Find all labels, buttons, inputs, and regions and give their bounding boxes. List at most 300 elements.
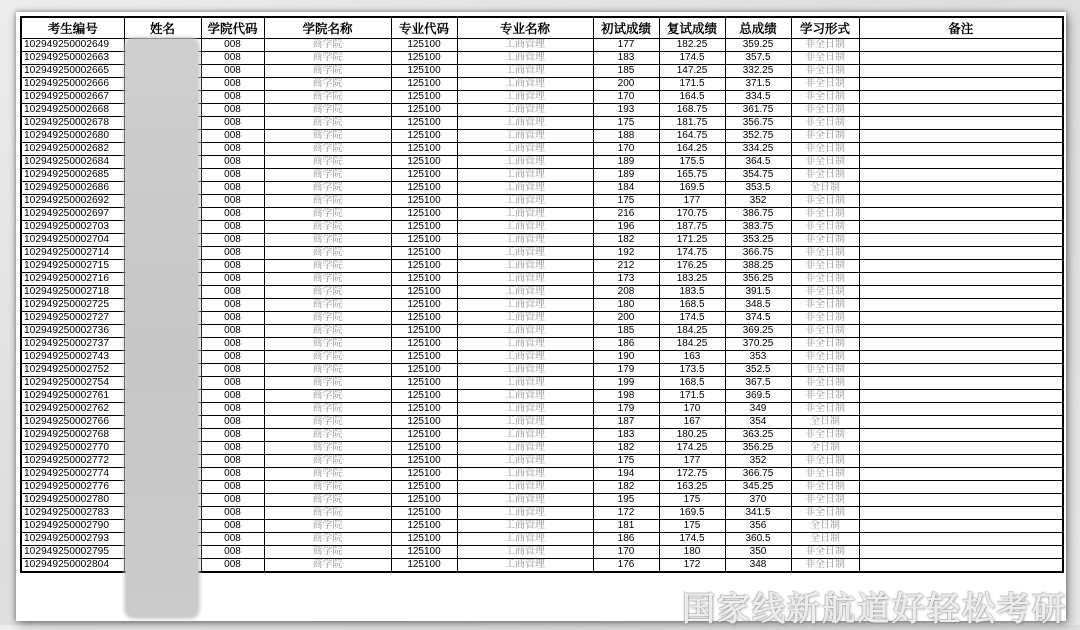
candidate-id: 102949250002783	[21, 507, 124, 520]
retest-score: 183.25	[659, 273, 725, 286]
total-score: 363.25	[725, 429, 791, 442]
remark	[859, 312, 1063, 325]
retest-score: 174.5	[659, 312, 725, 325]
major-name: 工商管理	[457, 559, 593, 573]
candidate-id: 102949250002727	[21, 312, 124, 325]
candidate-id: 102949250002766	[21, 416, 124, 429]
retest-score: 164.25	[659, 143, 725, 156]
major-code: 125100	[391, 299, 457, 312]
retest-score: 174.25	[659, 442, 725, 455]
major-name: 工商管理	[457, 533, 593, 546]
initial-score: 208	[593, 286, 659, 299]
retest-score: 171.5	[659, 78, 725, 91]
retest-score: 174.75	[659, 247, 725, 260]
candidate-id: 102949250002684	[21, 156, 124, 169]
college-code: 008	[201, 52, 264, 65]
initial-score: 199	[593, 377, 659, 390]
remark	[859, 481, 1063, 494]
retest-score: 171.25	[659, 234, 725, 247]
remark	[859, 299, 1063, 312]
remark	[859, 338, 1063, 351]
initial-score: 186	[593, 533, 659, 546]
remark	[859, 234, 1063, 247]
initial-score: 200	[593, 312, 659, 325]
remark	[859, 403, 1063, 416]
candidate-id: 102949250002686	[21, 182, 124, 195]
total-score: 357.5	[725, 52, 791, 65]
study-mode: 非全日制	[791, 221, 859, 234]
retest-score: 175	[659, 494, 725, 507]
major-name: 工商管理	[457, 247, 593, 260]
candidate-id: 102949250002774	[21, 468, 124, 481]
college-name: 商学院	[264, 546, 391, 559]
study-mode: 非全日制	[791, 338, 859, 351]
total-score: 374.5	[725, 312, 791, 325]
column-header-7: 初试成绩	[593, 17, 659, 39]
initial-score: 179	[593, 364, 659, 377]
college-code: 008	[201, 286, 264, 299]
major-code: 125100	[391, 156, 457, 169]
college-code: 008	[201, 403, 264, 416]
total-score: 366.75	[725, 468, 791, 481]
study-mode: 非全日制	[791, 299, 859, 312]
major-name: 工商管理	[457, 481, 593, 494]
candidate-id: 102949250002762	[21, 403, 124, 416]
college-code: 008	[201, 130, 264, 143]
study-mode: 非全日制	[791, 39, 859, 52]
retest-score: 177	[659, 195, 725, 208]
candidate-id: 102949250002715	[21, 260, 124, 273]
initial-score: 192	[593, 247, 659, 260]
major-code: 125100	[391, 403, 457, 416]
remark	[859, 169, 1063, 182]
major-code: 125100	[391, 364, 457, 377]
remark	[859, 65, 1063, 78]
initial-score: 177	[593, 39, 659, 52]
initial-score: 186	[593, 338, 659, 351]
major-code: 125100	[391, 559, 457, 573]
initial-score: 212	[593, 260, 659, 273]
study-mode: 全日制	[791, 533, 859, 546]
study-mode: 非全日制	[791, 117, 859, 130]
initial-score: 185	[593, 325, 659, 338]
college-code: 008	[201, 260, 264, 273]
column-header-9: 总成绩	[725, 17, 791, 39]
candidate-id: 102949250002665	[21, 65, 124, 78]
total-score: 354.75	[725, 169, 791, 182]
candidate-id: 102949250002772	[21, 455, 124, 468]
total-score: 345.25	[725, 481, 791, 494]
total-score: 354	[725, 416, 791, 429]
total-score: 353	[725, 351, 791, 364]
column-header-10: 学习形式	[791, 17, 859, 39]
major-code: 125100	[391, 273, 457, 286]
remark	[859, 468, 1063, 481]
total-score: 352.5	[725, 364, 791, 377]
header-row	[21, 17, 1063, 39]
college-name: 商学院	[264, 234, 391, 247]
major-name: 工商管理	[457, 338, 593, 351]
college-code: 008	[201, 169, 264, 182]
total-score: 332.25	[725, 65, 791, 78]
column-header-11: 备注	[859, 17, 1063, 39]
college-name: 商学院	[264, 39, 391, 52]
college-code: 008	[201, 156, 264, 169]
college-code: 008	[201, 91, 264, 104]
major-name: 工商管理	[457, 364, 593, 377]
major-name: 工商管理	[457, 299, 593, 312]
remark	[859, 286, 1063, 299]
major-code: 125100	[391, 143, 457, 156]
major-name: 工商管理	[457, 429, 593, 442]
initial-score: 188	[593, 130, 659, 143]
study-mode: 非全日制	[791, 104, 859, 117]
retest-score: 168.5	[659, 299, 725, 312]
total-score: 369.25	[725, 325, 791, 338]
remark	[859, 130, 1063, 143]
candidate-id: 102949250002718	[21, 286, 124, 299]
retest-score: 187.75	[659, 221, 725, 234]
total-score: 360.5	[725, 533, 791, 546]
remark	[859, 52, 1063, 65]
candidate-id: 102949250002770	[21, 442, 124, 455]
college-code: 008	[201, 78, 264, 91]
retest-score: 175	[659, 520, 725, 533]
remark	[859, 221, 1063, 234]
remark	[859, 429, 1063, 442]
initial-score: 183	[593, 429, 659, 442]
remark	[859, 507, 1063, 520]
initial-score: 184	[593, 182, 659, 195]
remark	[859, 208, 1063, 221]
retest-score: 169.5	[659, 182, 725, 195]
college-code: 008	[201, 481, 264, 494]
total-score: 352.75	[725, 130, 791, 143]
retest-score: 163.25	[659, 481, 725, 494]
retest-score: 183.5	[659, 286, 725, 299]
major-name: 工商管理	[457, 117, 593, 130]
college-code: 008	[201, 338, 264, 351]
retest-score: 165.75	[659, 169, 725, 182]
retest-score: 170.75	[659, 208, 725, 221]
major-code: 125100	[391, 221, 457, 234]
initial-score: 170	[593, 546, 659, 559]
candidate-id: 102949250002754	[21, 377, 124, 390]
total-score: 348.5	[725, 299, 791, 312]
major-name: 工商管理	[457, 377, 593, 390]
retest-score: 181.75	[659, 117, 725, 130]
college-code: 008	[201, 312, 264, 325]
college-code: 008	[201, 325, 264, 338]
college-code: 008	[201, 546, 264, 559]
college-name: 商学院	[264, 221, 391, 234]
study-mode: 非全日制	[791, 234, 859, 247]
name-column-redaction-overlay	[126, 39, 198, 617]
major-code: 125100	[391, 338, 457, 351]
college-name: 商学院	[264, 104, 391, 117]
major-code: 125100	[391, 286, 457, 299]
total-score: 369.5	[725, 390, 791, 403]
college-name: 商学院	[264, 507, 391, 520]
remark	[859, 442, 1063, 455]
initial-score: 172	[593, 507, 659, 520]
initial-score: 216	[593, 208, 659, 221]
retest-score: 174.5	[659, 52, 725, 65]
college-name: 商学院	[264, 156, 391, 169]
remark	[859, 416, 1063, 429]
initial-score: 183	[593, 52, 659, 65]
remark	[859, 533, 1063, 546]
remark	[859, 182, 1063, 195]
major-code: 125100	[391, 494, 457, 507]
college-code: 008	[201, 416, 264, 429]
total-score: 341.5	[725, 507, 791, 520]
initial-score: 187	[593, 416, 659, 429]
study-mode: 非全日制	[791, 195, 859, 208]
candidate-id: 102949250002768	[21, 429, 124, 442]
remark	[859, 104, 1063, 117]
college-code: 008	[201, 351, 264, 364]
remark	[859, 364, 1063, 377]
college-code: 008	[201, 520, 264, 533]
study-mode: 全日制	[791, 416, 859, 429]
total-score: 348	[725, 559, 791, 573]
column-header-3: 学院代码	[201, 17, 264, 39]
college-code: 008	[201, 195, 264, 208]
total-score: 361.75	[725, 104, 791, 117]
candidate-id: 102949250002682	[21, 143, 124, 156]
total-score: 391.5	[725, 286, 791, 299]
initial-score: 175	[593, 195, 659, 208]
major-code: 125100	[391, 351, 457, 364]
candidate-id: 102949250002804	[21, 559, 124, 573]
initial-score: 189	[593, 169, 659, 182]
study-mode: 非全日制	[791, 494, 859, 507]
candidate-id: 102949250002752	[21, 364, 124, 377]
column-header-4: 学院名称	[264, 17, 391, 39]
candidate-id: 102949250002716	[21, 273, 124, 286]
retest-score: 170	[659, 403, 725, 416]
college-code: 008	[201, 39, 264, 52]
college-name: 商学院	[264, 416, 391, 429]
initial-score: 175	[593, 117, 659, 130]
college-name: 商学院	[264, 286, 391, 299]
candidate-id: 102949250002704	[21, 234, 124, 247]
major-code: 125100	[391, 455, 457, 468]
study-mode: 非全日制	[791, 468, 859, 481]
major-name: 工商管理	[457, 546, 593, 559]
retest-score: 164.5	[659, 91, 725, 104]
total-score: 334.5	[725, 91, 791, 104]
retest-score: 164.75	[659, 130, 725, 143]
major-code: 125100	[391, 208, 457, 221]
candidate-id: 102949250002667	[21, 91, 124, 104]
initial-score: 170	[593, 143, 659, 156]
total-score: 359.25	[725, 39, 791, 52]
major-code: 125100	[391, 91, 457, 104]
total-score: 353.25	[725, 234, 791, 247]
major-code: 125100	[391, 429, 457, 442]
retest-score: 171.5	[659, 390, 725, 403]
major-name: 工商管理	[457, 455, 593, 468]
initial-score: 179	[593, 403, 659, 416]
initial-score: 189	[593, 156, 659, 169]
retest-score: 180.25	[659, 429, 725, 442]
retest-score: 184.25	[659, 338, 725, 351]
college-name: 商学院	[264, 494, 391, 507]
initial-score: 182	[593, 481, 659, 494]
college-name: 商学院	[264, 65, 391, 78]
retest-score: 177	[659, 455, 725, 468]
candidate-id: 102949250002666	[21, 78, 124, 91]
total-score: 366.75	[725, 247, 791, 260]
study-mode: 非全日制	[791, 65, 859, 78]
total-score: 386.75	[725, 208, 791, 221]
retest-score: 168.5	[659, 377, 725, 390]
candidate-id: 102949250002663	[21, 52, 124, 65]
study-mode: 非全日制	[791, 403, 859, 416]
candidate-id: 102949250002776	[21, 481, 124, 494]
college-code: 008	[201, 273, 264, 286]
initial-score: 173	[593, 273, 659, 286]
candidate-id: 102949250002649	[21, 39, 124, 52]
retest-score: 167	[659, 416, 725, 429]
total-score: 356	[725, 520, 791, 533]
college-code: 008	[201, 442, 264, 455]
retest-score: 173.5	[659, 364, 725, 377]
major-name: 工商管理	[457, 91, 593, 104]
major-name: 工商管理	[457, 39, 593, 52]
retest-score: 147.25	[659, 65, 725, 78]
major-code: 125100	[391, 65, 457, 78]
study-mode: 非全日制	[791, 351, 859, 364]
remark	[859, 78, 1063, 91]
total-score: 356.75	[725, 117, 791, 130]
study-mode: 全日制	[791, 520, 859, 533]
college-name: 商学院	[264, 559, 391, 573]
college-code: 008	[201, 559, 264, 573]
college-name: 商学院	[264, 169, 391, 182]
candidate-id: 102949250002692	[21, 195, 124, 208]
total-score: 350	[725, 546, 791, 559]
candidate-id: 102949250002685	[21, 169, 124, 182]
retest-score: 163	[659, 351, 725, 364]
watermark: 国家线新航道好轻松考研	[682, 590, 1067, 627]
major-name: 工商管理	[457, 234, 593, 247]
remark	[859, 91, 1063, 104]
candidate-id: 102949250002736	[21, 325, 124, 338]
retest-score: 184.25	[659, 325, 725, 338]
study-mode: 非全日制	[791, 143, 859, 156]
college-name: 商学院	[264, 520, 391, 533]
study-mode: 非全日制	[791, 78, 859, 91]
retest-score: 176.25	[659, 260, 725, 273]
major-code: 125100	[391, 130, 457, 143]
remark	[859, 351, 1063, 364]
column-header-6: 专业名称	[457, 17, 593, 39]
major-name: 工商管理	[457, 312, 593, 325]
college-name: 商学院	[264, 195, 391, 208]
document-page	[16, 12, 1066, 621]
initial-score: 170	[593, 91, 659, 104]
remark	[859, 273, 1063, 286]
college-name: 商学院	[264, 481, 391, 494]
candidate-id: 102949250002780	[21, 494, 124, 507]
major-name: 工商管理	[457, 78, 593, 91]
college-name: 商学院	[264, 533, 391, 546]
column-header-8: 复试成绩	[659, 17, 725, 39]
major-name: 工商管理	[457, 494, 593, 507]
major-name: 工商管理	[457, 182, 593, 195]
total-score: 383.75	[725, 221, 791, 234]
candidate-id: 102949250002668	[21, 104, 124, 117]
remark	[859, 559, 1063, 573]
college-name: 商学院	[264, 312, 391, 325]
candidate-id: 102949250002680	[21, 130, 124, 143]
college-name: 商学院	[264, 91, 391, 104]
study-mode: 非全日制	[791, 273, 859, 286]
major-name: 工商管理	[457, 468, 593, 481]
major-code: 125100	[391, 78, 457, 91]
remark	[859, 390, 1063, 403]
major-code: 125100	[391, 169, 457, 182]
college-code: 008	[201, 468, 264, 481]
major-code: 125100	[391, 533, 457, 546]
major-name: 工商管理	[457, 442, 593, 455]
retest-score: 168.75	[659, 104, 725, 117]
initial-score: 198	[593, 390, 659, 403]
retest-score: 175.5	[659, 156, 725, 169]
candidate-id: 102949250002725	[21, 299, 124, 312]
total-score: 349	[725, 403, 791, 416]
study-mode: 非全日制	[791, 247, 859, 260]
college-name: 商学院	[264, 182, 391, 195]
total-score: 356.25	[725, 442, 791, 455]
study-mode: 非全日制	[791, 390, 859, 403]
college-code: 008	[201, 507, 264, 520]
major-code: 125100	[391, 195, 457, 208]
total-score: 334.25	[725, 143, 791, 156]
total-score: 352	[725, 455, 791, 468]
retest-score: 169.5	[659, 507, 725, 520]
college-code: 008	[201, 182, 264, 195]
major-code: 125100	[391, 39, 457, 52]
college-code: 008	[201, 247, 264, 260]
candidate-id: 102949250002703	[21, 221, 124, 234]
major-code: 125100	[391, 234, 457, 247]
study-mode: 非全日制	[791, 325, 859, 338]
major-name: 工商管理	[457, 286, 593, 299]
study-mode: 非全日制	[791, 429, 859, 442]
remark	[859, 546, 1063, 559]
initial-score: 200	[593, 78, 659, 91]
college-code: 008	[201, 455, 264, 468]
college-code: 008	[201, 143, 264, 156]
initial-score: 182	[593, 234, 659, 247]
total-score: 370.25	[725, 338, 791, 351]
major-code: 125100	[391, 507, 457, 520]
college-code: 008	[201, 377, 264, 390]
retest-score: 172	[659, 559, 725, 573]
candidate-id: 102949250002743	[21, 351, 124, 364]
major-code: 125100	[391, 52, 457, 65]
major-code: 125100	[391, 442, 457, 455]
major-name: 工商管理	[457, 169, 593, 182]
major-code: 125100	[391, 377, 457, 390]
column-header-2: 姓名	[124, 17, 201, 39]
study-mode: 非全日制	[791, 286, 859, 299]
major-name: 工商管理	[457, 208, 593, 221]
